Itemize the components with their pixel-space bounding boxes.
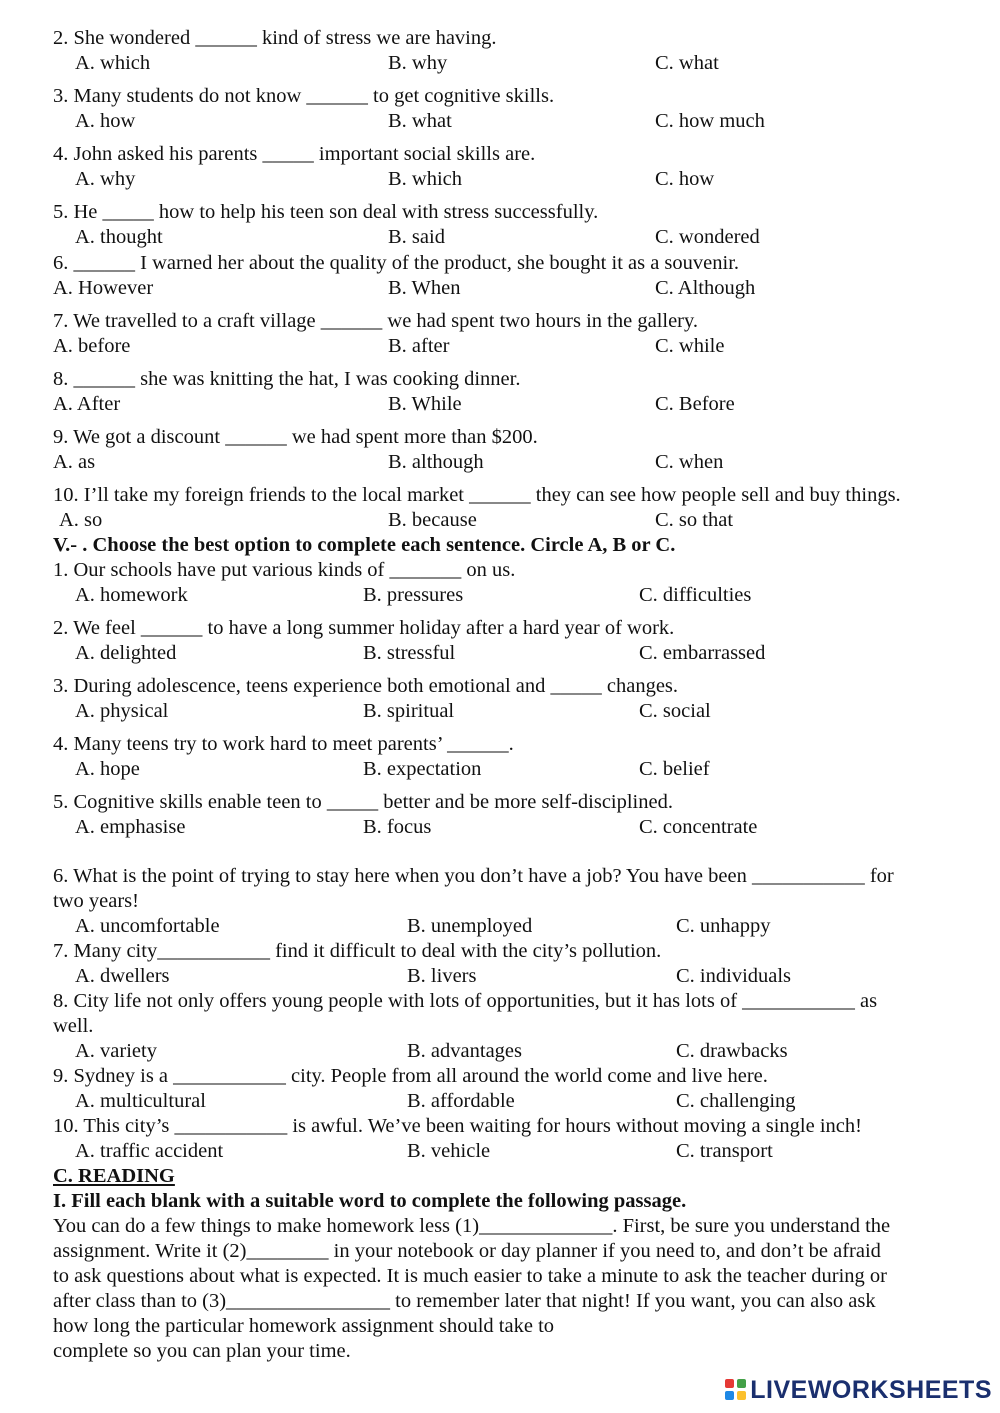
option-b[interactable]: B. advantages xyxy=(407,1040,522,1062)
option-b[interactable]: B. expectation xyxy=(363,758,482,780)
question-item xyxy=(53,864,953,939)
passage-line: to ask questions about what is expected. It is much easier to take a minute to ask the teacher during or xyxy=(53,1265,887,1287)
question-stem: 10. This city’s ___________ is awful. We’ve been waiting for hours without moving a single inch! xyxy=(53,1115,862,1137)
question-item xyxy=(53,251,953,301)
option-a[interactable]: A. before xyxy=(53,335,131,357)
answer-options xyxy=(53,815,953,840)
question-item xyxy=(53,558,953,608)
section-v-heading: V.- . Choose the best option to complete each sentence. Circle A, B or C. xyxy=(53,534,676,556)
option-a[interactable]: A. hope xyxy=(75,758,140,780)
option-c[interactable]: C. how much xyxy=(655,110,765,132)
answer-options xyxy=(53,225,953,250)
logo-square-blue xyxy=(725,1391,734,1400)
answer-options xyxy=(53,641,953,666)
question-item xyxy=(53,1064,953,1114)
option-c[interactable]: C. concentrate xyxy=(639,816,758,838)
question-item xyxy=(53,732,953,782)
question-block-vocabulary-1 xyxy=(53,558,953,840)
option-c[interactable]: C. Although xyxy=(655,277,756,299)
question-item xyxy=(53,142,953,192)
question-stem: 4. Many teens try to work hard to meet parents’ ______. xyxy=(53,733,514,755)
option-c[interactable]: C. what xyxy=(655,52,719,74)
answer-options xyxy=(53,51,953,76)
passage-line: complete so you can plan your time. xyxy=(53,1340,351,1362)
question-item xyxy=(53,674,953,724)
option-a[interactable]: A. so xyxy=(59,509,103,531)
option-c[interactable]: C. wondered xyxy=(655,226,760,248)
question-item xyxy=(53,483,953,533)
option-b[interactable]: B. While xyxy=(388,393,462,415)
question-item xyxy=(53,26,953,76)
option-c[interactable]: C. social xyxy=(639,700,711,722)
question-block-grammar xyxy=(53,26,953,533)
question-item xyxy=(53,309,953,359)
option-a[interactable]: A. why xyxy=(75,168,136,190)
option-a[interactable]: A. traffic accident xyxy=(75,1140,224,1162)
answer-options xyxy=(53,1089,953,1114)
question-stem: 3. During adolescence, teens experience both emotional and _____ changes. xyxy=(53,675,679,697)
option-b[interactable]: B. affordable xyxy=(407,1090,515,1112)
answer-options xyxy=(53,757,953,782)
option-c[interactable]: C. Before xyxy=(655,393,735,415)
option-c[interactable]: C. belief xyxy=(639,758,710,780)
liveworksheets-logo-icon xyxy=(725,1379,747,1401)
option-c[interactable]: C. difficulties xyxy=(639,584,752,606)
option-b[interactable]: B. what xyxy=(388,110,452,132)
question-item xyxy=(53,790,953,840)
question-stem: 10. I’ll take my foreign friends to the local market ______ they can see how people sell and buy things. xyxy=(53,484,901,506)
answer-options xyxy=(53,508,953,533)
option-b[interactable]: B. after xyxy=(388,335,450,357)
question-block-vocabulary-2 xyxy=(53,864,953,1164)
answer-options xyxy=(53,334,953,359)
option-a[interactable]: A. However xyxy=(53,277,154,299)
option-a[interactable]: A. how xyxy=(75,110,136,132)
question-item xyxy=(53,367,953,417)
question-stem: 9. Sydney is a ___________ city. People from all around the world come and live here. xyxy=(53,1065,768,1087)
question-item xyxy=(53,939,953,989)
question-item xyxy=(53,616,953,666)
option-a[interactable]: A. physical xyxy=(75,700,169,722)
answer-options xyxy=(53,392,953,417)
question-item xyxy=(53,84,953,134)
option-b[interactable]: B. unemployed xyxy=(407,915,533,937)
option-c[interactable]: C. how xyxy=(655,168,715,190)
option-c[interactable]: C. drawbacks xyxy=(676,1040,788,1062)
logo-square-green xyxy=(737,1379,746,1388)
answer-options xyxy=(53,964,953,989)
logo-square-yellow xyxy=(737,1391,746,1400)
option-a[interactable]: A. thought xyxy=(75,226,163,248)
answer-options xyxy=(53,914,953,939)
worksheet-page xyxy=(53,26,953,1364)
option-b[interactable]: B. which xyxy=(388,168,463,190)
question-item xyxy=(53,1114,953,1164)
question-stem: 9. We got a discount ______ we had spent more than $200. xyxy=(53,426,538,448)
option-b[interactable]: B. vehicle xyxy=(407,1140,491,1162)
option-b[interactable]: B. focus xyxy=(363,816,432,838)
reading-heading: C. READING xyxy=(53,1165,175,1187)
question-stem: 5. He _____ how to help his teen son deal with stress successfully. xyxy=(53,201,599,223)
option-a[interactable]: A. After xyxy=(53,393,121,415)
option-b[interactable]: B. spiritual xyxy=(363,700,455,722)
answer-options xyxy=(53,583,953,608)
question-item xyxy=(53,425,953,475)
question-stem: 5. Cognitive skills enable teen to _____ better and be more self-disciplined. xyxy=(53,791,673,813)
question-item xyxy=(53,200,953,250)
question-stem: 7. We travelled to a craft village ______ we had spent two hours in the gallery. xyxy=(53,310,699,332)
answer-options xyxy=(53,167,953,192)
option-b[interactable]: B. said xyxy=(388,226,445,248)
question-stem: 2. She wondered ______ kind of stress we are having. xyxy=(53,27,497,49)
option-c[interactable]: C. when xyxy=(655,451,724,473)
option-b[interactable]: B. stressful xyxy=(363,642,456,664)
logo-square-red xyxy=(725,1379,734,1388)
answer-options xyxy=(53,1039,953,1064)
answer-options xyxy=(53,450,953,475)
option-c[interactable]: C. embarrassed xyxy=(639,642,766,664)
option-b[interactable]: B. why xyxy=(388,52,448,74)
option-a[interactable]: A. emphasise xyxy=(75,816,186,838)
answer-options xyxy=(53,109,953,134)
option-a[interactable]: A. variety xyxy=(75,1040,157,1062)
passage-line: You can do a few things to make homework less (1)_____________. First, be sure you understand the xyxy=(53,1215,891,1237)
question-stem: 8. ______ she was knitting the hat, I was cooking dinner. xyxy=(53,368,521,390)
logo-text: LIVEWORKSHEETS xyxy=(750,1375,992,1404)
option-a[interactable]: A. delighted xyxy=(75,642,177,664)
option-a[interactable]: A. which xyxy=(75,52,151,74)
question-stem: 2. We feel ______ to have a long summer holiday after a hard year of work. xyxy=(53,617,675,639)
passage-line: how long the particular homework assignment should take to xyxy=(53,1315,555,1337)
option-b[interactable]: B. When xyxy=(388,277,461,299)
option-b[interactable]: B. because xyxy=(388,509,477,531)
answer-options xyxy=(53,1139,953,1164)
question-stem: 6. ______ I warned her about the quality of the product, she bought it as a souvenir. xyxy=(53,252,740,274)
option-c[interactable]: C. so that xyxy=(655,509,734,531)
answer-options xyxy=(53,276,953,301)
option-c[interactable]: C. transport xyxy=(676,1140,773,1162)
answer-options xyxy=(53,699,953,724)
option-a[interactable]: A. homework xyxy=(75,584,188,606)
option-a[interactable]: A. dwellers xyxy=(75,965,170,987)
option-b[interactable]: B. pressures xyxy=(363,584,464,606)
passage-line: assignment. Write it (2)________ in your notebook or day planner if you need to, and don’t be afraid xyxy=(53,1240,881,1262)
option-b[interactable]: B. although xyxy=(388,451,484,473)
option-a[interactable]: A. uncomfortable xyxy=(75,915,220,937)
option-c[interactable]: C. unhappy xyxy=(676,915,771,937)
reading-passage xyxy=(53,1214,953,1364)
option-c[interactable]: C. while xyxy=(655,335,725,357)
question-stem: 4. John asked his parents _____ important social skills are. xyxy=(53,143,536,165)
option-c[interactable]: C. challenging xyxy=(676,1090,796,1112)
reading-instructions: I. Fill each blank with a suitable word to complete the following passage. xyxy=(53,1190,687,1212)
question-item xyxy=(53,989,953,1064)
liveworksheets-logo xyxy=(725,1375,992,1405)
passage-line: after class than to (3)________________ to remember later that night! If you want, you can also ask xyxy=(53,1290,876,1312)
question-stem: 8. City life not only offers young people with lots of opportunities, but it has lots of ___________ as well. xyxy=(53,990,878,1037)
question-stem: 3. Many students do not know ______ to get cognitive skills. xyxy=(53,85,555,107)
option-c[interactable]: C. individuals xyxy=(676,965,792,987)
question-stem: 7. Many city___________ find it difficult to deal with the city’s pollution. xyxy=(53,940,662,962)
option-b[interactable]: B. livers xyxy=(407,965,477,987)
question-stem: 1. Our schools have put various kinds of _______ on us. xyxy=(53,559,516,581)
question-stem: 6. What is the point of trying to stay here when you don’t have a job? You have been ___________ for two years! xyxy=(53,865,894,912)
option-a[interactable]: A. multicultural xyxy=(75,1090,206,1112)
option-a[interactable]: A. as xyxy=(53,451,96,473)
